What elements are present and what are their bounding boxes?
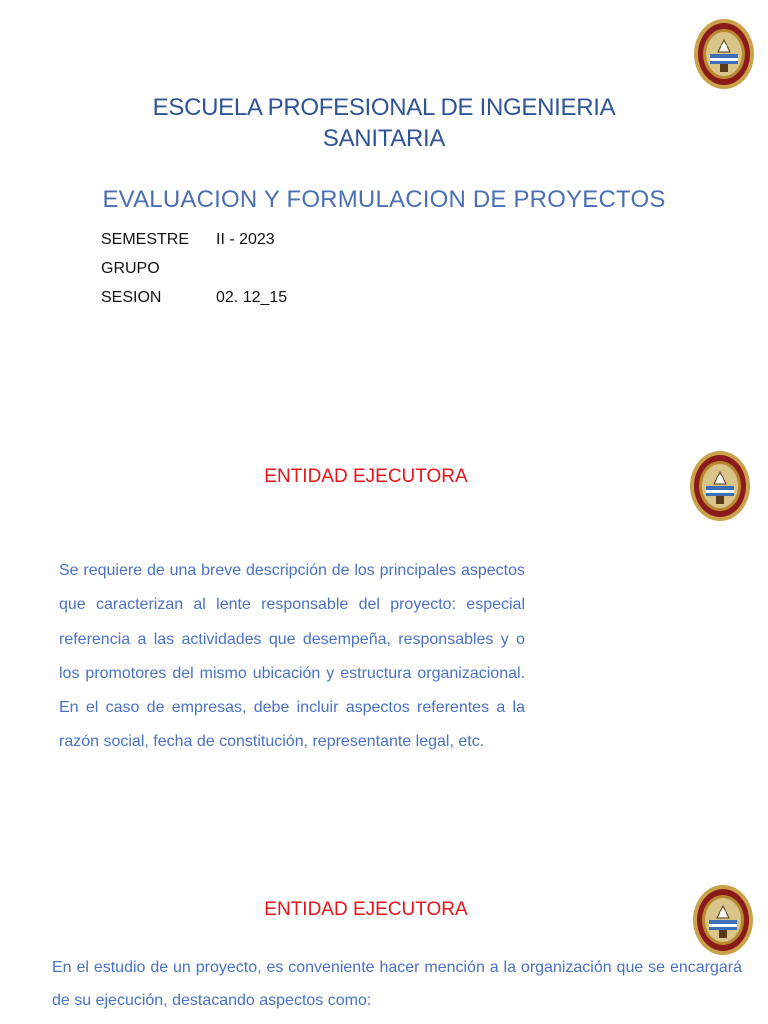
description-paragraph: En el estudio de un proyecto, es conveniente hacer mención a la organización que se encargará de su ejecución, destacando aspectos como: — [52, 959, 742, 1009]
info-row-grupo — [101, 257, 287, 286]
slide-entidad-ejecutora-1 — [0, 430, 768, 850]
slide-entidad-ejecutora-2 — [0, 870, 768, 1024]
info-value: II - 2023 — [216, 231, 275, 248]
university-seal-icon — [693, 18, 755, 90]
school-title-line1: ESCUELA PROFESIONAL DE INGENIERIA — [152, 94, 616, 121]
session-info — [101, 228, 287, 315]
info-label: GRUPO — [101, 260, 160, 277]
slide-cover — [0, 0, 768, 360]
school-title-line2: SANITARIA — [322, 125, 446, 152]
info-row-semestre — [101, 228, 287, 257]
section-heading: ENTIDAD EJECUTORA — [264, 466, 468, 487]
course-title: EVALUACION Y FORMULACION DE PROYECTOS — [102, 186, 666, 213]
section-heading: ENTIDAD EJECUTORA — [264, 899, 468, 920]
description-paragraph: Se requiere de una breve descripción de los principales aspectos que caracterizan al lente responsable del proyecto: especial referencia a las actividades que desempeña, responsables y o los promotores del mismo ubicación y estructura organizacional. En el caso de empresas, debe incluir aspectos referentes a la razón social, fecha de constitución, representante legal, etc. — [59, 562, 525, 751]
info-label: SEMESTRE — [101, 231, 190, 248]
info-row-sesion — [101, 286, 287, 315]
school-title — [0, 92, 768, 154]
info-label: SESION — [101, 289, 162, 306]
info-value: 02. 12_15 — [216, 289, 288, 306]
